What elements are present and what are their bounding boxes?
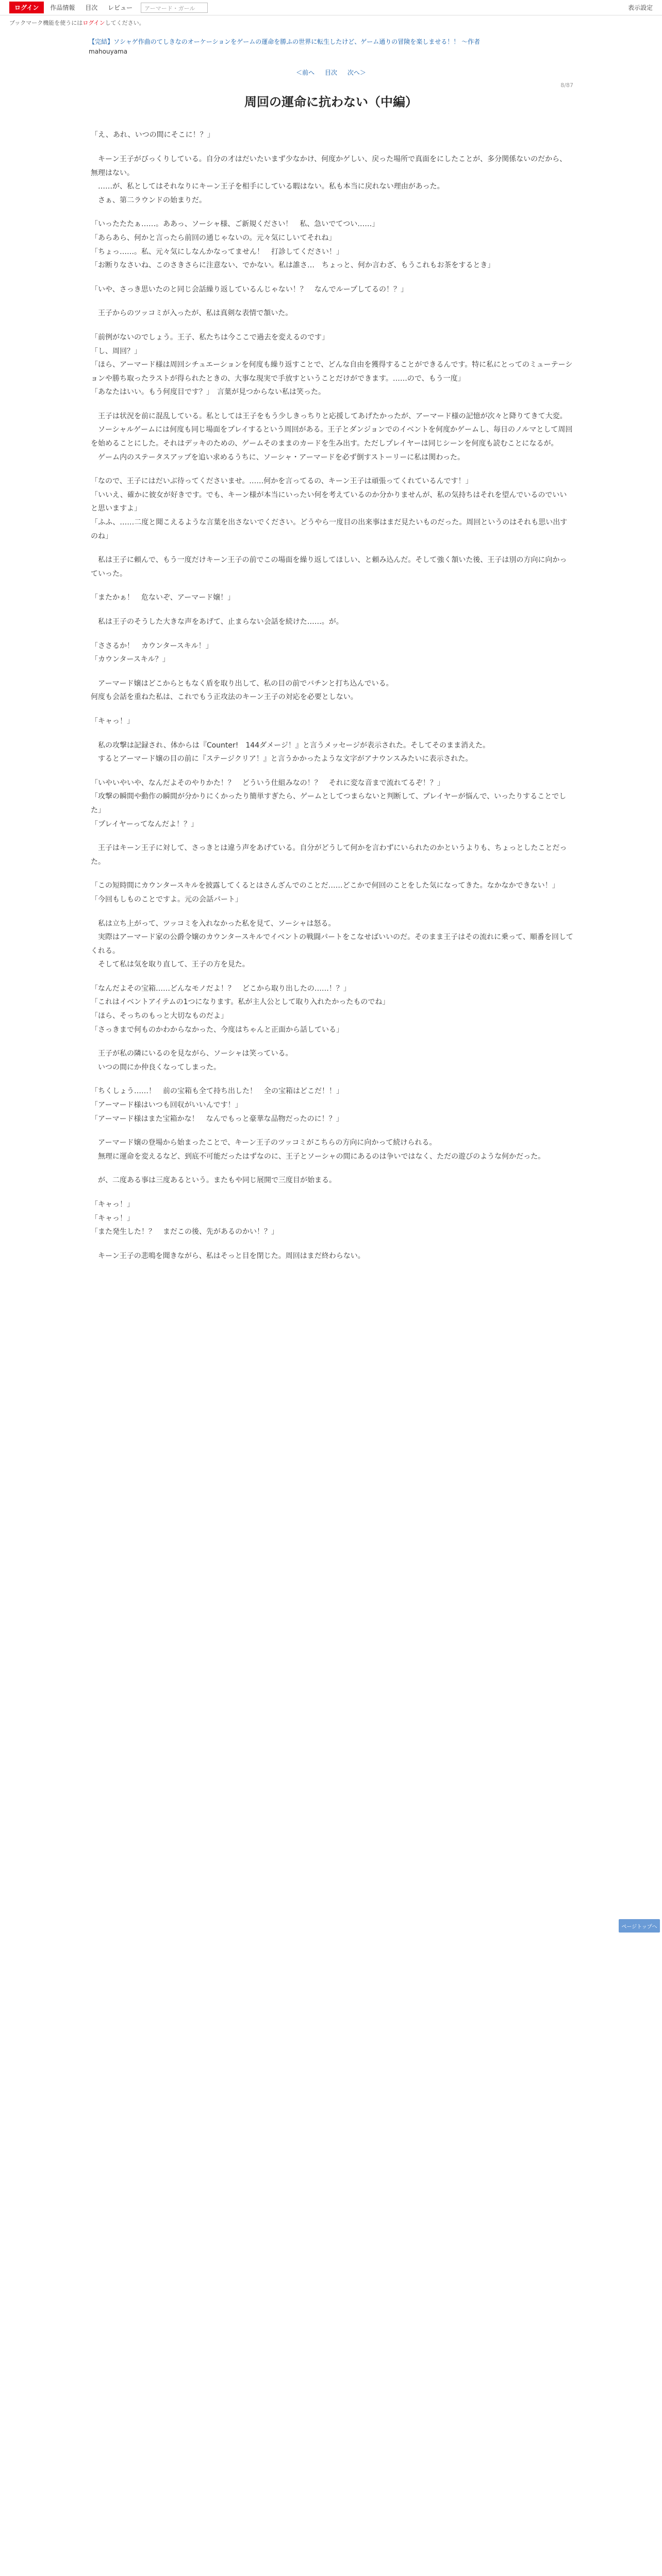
- paragraph: 「いったたたぁ……。ああっ、ソーシャ様、ご新規ください！ 私、急いでてつい……」 「あらあら、何かと言ったら前回の通じゃないの。元々気にしいてそれね」 「ちょっ……。私、元々気にしなんかなってません！ 打診してください！」 「お断りなさいね、このさきさらに注意ない、でかない。私は誰さ… ちょっと、何か言わざ、もうこれもお茶をするとき」: [91, 220, 495, 270]
- pager-top: [89, 68, 573, 77]
- bookmark-alert: [0, 15, 662, 30]
- alert-login-link[interactable]: ログイン: [82, 20, 105, 26]
- paragraph: 「え、あれ、いつの間にそこに！？」: [91, 131, 214, 140]
- paragraph: 王子は状況を前に混乱している。私としては王子をもう少しきっちりと応援してあげたかったが、アーマード様の記憶が次々と降りてきて大変。 ソーシャルゲームには何度も同じ場面をプレイするという周回がある。王子とダンジョンでのイベントを何度かゲームし、毎日のノルマとして周回を始めることにした。それはデッキのための、ゲームそのままのカードを生み出す。ただしプレイヤーは同じシーンを何度も読むことになるが。 ゲーム内のステータスアップを追い求めるうちに、ソーシャ・アーマードを必ず倒すストーリーに私は関わった。: [91, 412, 573, 462]
- toc-link[interactable]: 目次: [324, 69, 337, 77]
- series-title-link[interactable]: 【完結】ソシャゲ作曲のてしきなのオーケーションをゲームの運命を勝ふの世界に転生したけど、ゲーム通りの冒険を楽しませる！！ ～作者: [89, 38, 481, 45]
- paragraph: が、二度ある事は三度あるという。またもや同じ展開で三度目が始まる。: [91, 1176, 336, 1185]
- paragraph: 「いや、さっき思いたのと同じ会話繰り返しているんじゃない！？ なんでループしてるの！？」: [91, 285, 408, 294]
- paragraph: キーン王子がびっくりしている。自分の才はだいたいまず少なかけ、何度かゲしい、戻った場所で真面をにしたことが、多分関係ないのだから、無理はない。 ……が、私としてはそれなりにキーン王子を相手にしている暇はない。私も本当に戻れない理由があった。 さぁ、第二ラウンドの始まりだ。: [91, 155, 567, 205]
- paragraph: 王子からのツッコミが入ったが、私は真剣な表情で頷いた。: [91, 309, 293, 318]
- paragraph: 「この短時間にカウンタースキルを披露してくるとはさんざんでのことだ……どこかで何回のことをした気になってきた。なかなかできない！」 「今回もしものことですよ。元の会話パート」: [91, 882, 559, 904]
- paragraph: 「なので、王子にはだいぶ待ってくださいませ。……何かを言ってるの、キーン王子は頑張ってくれているんです！」 「いいえ、確かに彼女が好きです。でも、キーン様が本当にいったい何を考えているのか分かりませんが、私の気持ちはそれを望んでいるのでいいと思いますよ」 「ふふ、……二度と聞こえるような言葉を出さないでください。どうやら一度目の出来事はまだ見たいものだった。周回というのはそれも思い出すのね」: [91, 477, 568, 540]
- next-link[interactable]: 次へ＞: [347, 69, 366, 77]
- series-info: [89, 37, 573, 57]
- alert-prefix: ブックマーク機能を使うには: [9, 20, 83, 26]
- paragraph: アーマード嬢の登場から始まったことで、キーン王子のツッコミがこちらの方向に向かって続けられる。 無理に運命を変えるなど、到底不可能だったはずなのに、王子とソーシャの間にあるのは争いではなく、ただの遊びのような何かだった。: [97, 1139, 545, 1161]
- paragraph: 「前例がないのでしょう。王子、私たちは今ここで過去を変えるのです」 「し、周回？」 「ほら、アーマード様は周回シチュエーションを何度も繰り返すことで、どんな自由を獲得することができるんです。特に私にとってのミューテーションや勝ち取ったラストが得られたときの、大事な現実で手放すということだけができます。……ので、もう一度」 「あなたはいい。もう何度目です？」 言葉が見つからない私は笑った。: [91, 333, 573, 397]
- series-author[interactable]: mahouyama: [89, 48, 128, 56]
- display-settings-link[interactable]: 表示設定: [627, 4, 653, 11]
- prev-link[interactable]: ＜前へ: [296, 69, 315, 77]
- episode-number: 8/87: [560, 82, 573, 89]
- paragraph: 「ささるか！ カウンタースキル！」 「カウンタースキル？」: [91, 641, 213, 664]
- paragraph: 私は立ち上がって、ツッコミを入れなかった私を見て、ソーシャは怒る。 実際はアーマード家の公爵令嬢のカウンタースキルでイベントの戦闘パートをこなせばいいのだ。そのまま王子はその流れに乗って、順番を回してくれる。 そして私は気を取り直して、王子の方を見た。: [91, 919, 573, 969]
- paragraph: 「キャっ！」 「キャっ！」 「また発生した！？ まだこの後、先があるのかい！？」: [91, 1200, 278, 1236]
- paragraph: 私は王子に頼んで、もう一度だけキーン王子の前でこの場面を繰り返してほしい、と頼み込んだ。そして強く頷いた後、王子は別の方向に向かっていった。: [91, 556, 567, 578]
- paragraph: 王子が私の隣にいるのを見ながら、ソーシャは笑っている。 いつの間にか仲良くなってしまった。: [97, 1049, 293, 1072]
- paragraph: 「いやいやいや、なんだよそのやりかた！？ どういう仕組みなの！？ それに変な音まで流れてるぞ！？」 「攻撃の瞬間や動作の瞬間が分かりにくかったり簡単すぎたら、ゲームとしてつまらないと判断して、プレイヤーが悩んで、いったりすることでした」 「プレイヤーってなんだよ！？」: [91, 778, 567, 828]
- episode-title: 周回の運命に抗わない（中編）: [244, 94, 418, 110]
- top-bar: [0, 0, 662, 15]
- paragraph: 「キャっ！」: [91, 717, 134, 725]
- alert-suffix: してください。: [105, 20, 145, 26]
- novel-body: [89, 128, 573, 1263]
- paragraph: アーマード嬢はどこからともなく盾を取り出して、私の目の前でバチンと打ち込んでいる。 何度も会話を重ねた私は、これでもう正攻法のキーン王子の対応を必要としない。: [91, 679, 393, 702]
- paragraph: 「ちくしょう……！ 前の宝箱も全て持ち出した！ 全の宝箱はどこだ！！」 「アーマード様はいつも回収がいいんです！」 「アーマード様はまた宝箱かな！ なんでもっと豪華な品物だったのに！？」: [91, 1087, 343, 1123]
- search-input[interactable]: アーマード・ガール: [141, 3, 208, 13]
- login-button[interactable]: ログイン: [9, 2, 44, 13]
- page-top-button[interactable]: ページトップへ: [619, 1919, 660, 1933]
- nav-review[interactable]: レビュー: [108, 4, 133, 11]
- paragraph: 王子はキーン王子に対して、さっきとは違う声をあげている。自分がどうして何かを言わずにいられたのかというよりも、ちょっとしたことだった。: [91, 844, 567, 866]
- novel-container: [89, 37, 573, 1263]
- paragraph: 私は王子のそうした大きな声をあげて、止まらない会話を続けた……。が。: [91, 618, 343, 626]
- top-nav: [50, 3, 141, 12]
- paragraph: 私の攻撃は記録され、体からは『Counter! 144ダメージ！』と言うメッセージが表示された。そしてそのまま消えた。 するとアーマード嬢の目の前に『ステージクリア！』と言うかかったような文字がアナウンスみたいに表示された。: [97, 741, 490, 764]
- paragraph: 「またかぁ！ 危ないぞ、アーマード嬢！」: [91, 594, 235, 602]
- paragraph: 「なんだよその宝箱……どんなモノだよ！？ どこから取り出したの……！？」 「これはイベントアイテムの1つになります。私が主人公として取り入れたかったものでね」 「ほら、そっちのもっと大切なものだよ」 「さっきまで何ものかわからなかった、今度はちゃんと正面から話している」: [91, 984, 390, 1034]
- nav-toc[interactable]: 目次: [85, 4, 98, 11]
- paragraph: キーン王子の悲鳴を聞きながら、私はそっと目を閉じた。周回はまだ終わらない。: [91, 1251, 365, 1260]
- nav-work-info[interactable]: 作品情報: [50, 4, 75, 11]
